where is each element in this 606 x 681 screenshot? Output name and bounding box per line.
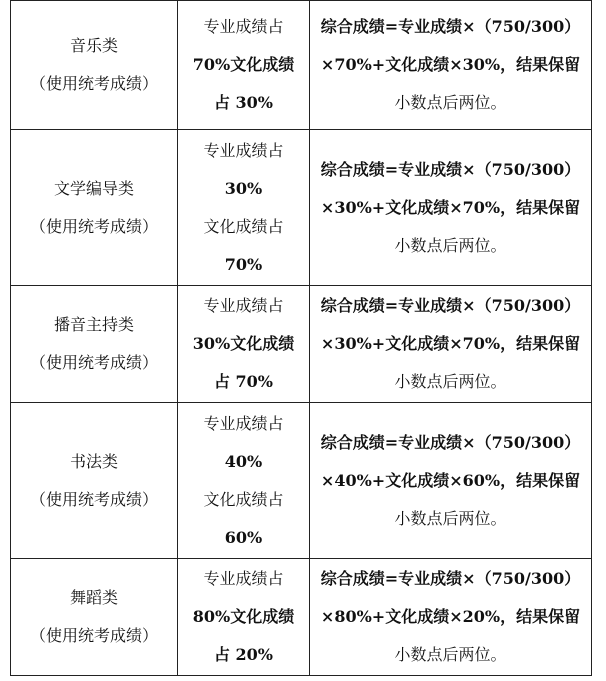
formula-line: 小数点后两位。 <box>394 93 507 112</box>
category-note: （使用统考成绩） <box>29 216 158 236</box>
score-conversion-table <box>10 0 592 676</box>
ratio-line: 30%文化成绩 <box>192 334 295 353</box>
formula-line: 综合成绩=专业成绩×（750/300） <box>320 159 581 179</box>
ratio-cell <box>178 1 310 130</box>
ratio-cell <box>178 559 310 676</box>
ratio-cell <box>178 286 310 403</box>
category-cell <box>11 403 178 559</box>
ratio-cell <box>178 403 310 559</box>
category-name: 舞蹈类 <box>69 588 118 607</box>
category-cell <box>11 286 178 403</box>
formula-line: 综合成绩=专业成绩×（750/300） <box>320 17 581 36</box>
formula-line: 小数点后两位。 <box>394 645 507 664</box>
formula-line: ×40%+文化成绩×60%，结果保留 <box>320 470 581 490</box>
ratio-line: 占 20% <box>213 645 274 664</box>
formula-cell <box>310 403 592 559</box>
table-row <box>11 403 592 559</box>
ratio-line: 文化成绩占 <box>203 489 284 509</box>
ratio-line: 40% <box>224 451 263 471</box>
table-row <box>11 286 592 403</box>
ratio-line: 30% <box>224 178 263 198</box>
category-note: （使用统考成绩） <box>29 489 158 509</box>
ratio-line: 80%文化成绩 <box>192 607 295 626</box>
table-row <box>11 1 592 130</box>
category-cell <box>11 1 178 130</box>
formula-line: 综合成绩=专业成绩×（750/300） <box>320 569 581 588</box>
category-note: （使用统考成绩） <box>29 74 158 93</box>
formula-line: 综合成绩=专业成绩×（750/300） <box>320 296 581 315</box>
ratio-line: 专业成绩占 <box>203 296 284 315</box>
formula-cell <box>310 1 592 130</box>
formula-line: ×70%+文化成绩×30%，结果保留 <box>320 55 581 74</box>
table-row <box>11 130 592 286</box>
ratio-line: 专业成绩占 <box>203 17 284 36</box>
ratio-line: 70% <box>224 254 263 274</box>
formula-line: 综合成绩=专业成绩×（750/300） <box>320 432 581 452</box>
formula-line: ×30%+文化成绩×70%，结果保留 <box>320 334 581 353</box>
category-name: 书法类 <box>69 451 118 471</box>
category-name: 播音主持类 <box>53 315 134 334</box>
ratio-line: 专业成绩占 <box>203 140 284 160</box>
formula-line: ×80%+文化成绩×20%，结果保留 <box>320 607 581 626</box>
ratio-cell <box>178 130 310 286</box>
category-name: 文学编导类 <box>53 178 134 198</box>
ratio-line: 60% <box>224 527 263 547</box>
formula-line: ×30%+文化成绩×70%，结果保留 <box>320 197 581 217</box>
formula-cell <box>310 286 592 403</box>
formula-cell <box>310 559 592 676</box>
category-note: （使用统考成绩） <box>29 626 158 645</box>
table-row <box>11 559 592 676</box>
category-name: 音乐类 <box>69 36 118 55</box>
ratio-line: 文化成绩占 <box>203 216 284 236</box>
category-cell <box>11 130 178 286</box>
formula-line: 小数点后两位。 <box>394 235 507 255</box>
formula-line: 小数点后两位。 <box>394 508 507 528</box>
ratio-line: 占 30% <box>213 93 274 112</box>
ratio-line: 70%文化成绩 <box>192 55 295 74</box>
ratio-line: 占 70% <box>213 372 274 391</box>
formula-cell <box>310 130 592 286</box>
formula-line: 小数点后两位。 <box>394 372 507 391</box>
ratio-line: 专业成绩占 <box>203 413 284 433</box>
category-note: （使用统考成绩） <box>29 353 158 372</box>
category-cell <box>11 559 178 676</box>
ratio-line: 专业成绩占 <box>203 569 284 588</box>
